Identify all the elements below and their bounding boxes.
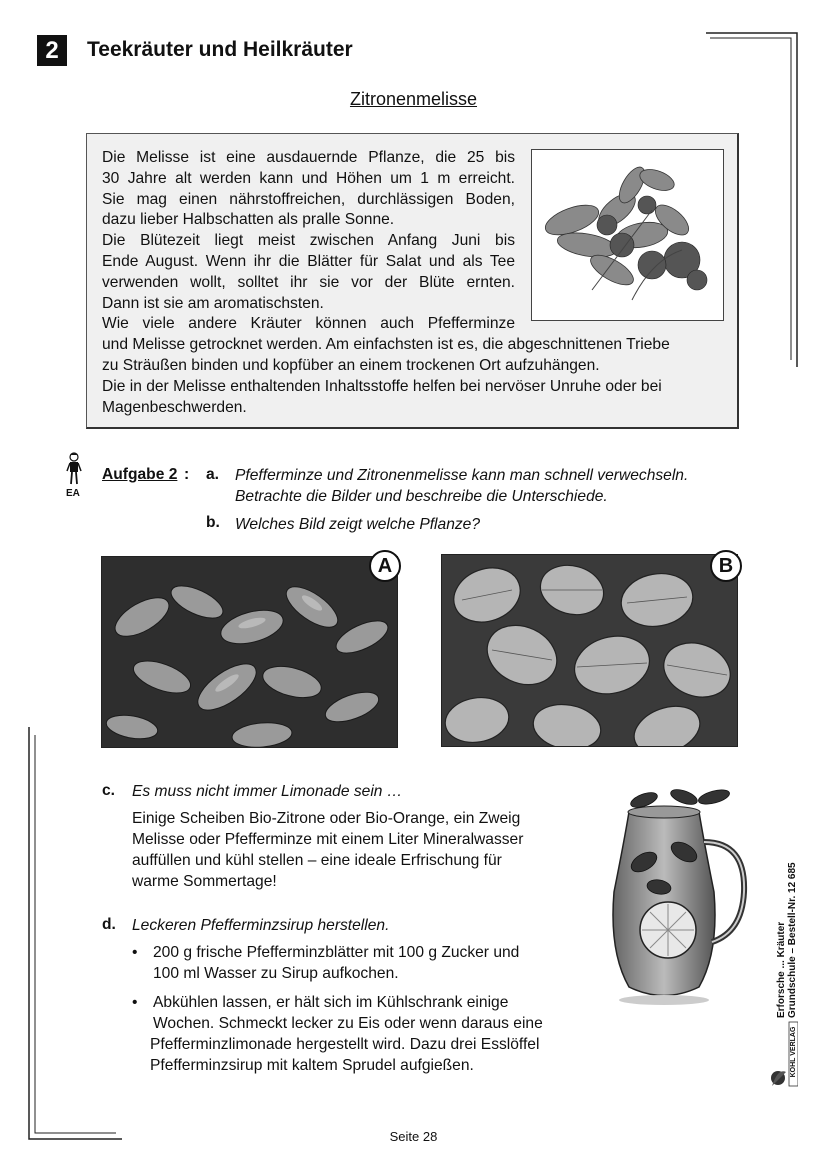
task-d-letter: d.	[102, 916, 116, 933]
info-line: Die in der Melisse enthaltenden Inhaltsstoffe helfen bei nervöser Unruhe oder bei	[102, 377, 662, 395]
lemon-balm-illustration	[532, 150, 723, 320]
task-d-bullet-2-line: Pfefferminzsirup mit kaltem Sprudel aufgießen.	[150, 1057, 474, 1074]
image-a-badge: A	[369, 550, 401, 582]
info-line: Magenbeschwerden.	[102, 398, 247, 416]
order-info-text	[776, 862, 798, 1018]
info-line: Dann ist sie am aromatischsten.	[102, 294, 324, 312]
peppermint-illustration	[102, 557, 398, 748]
info-line: Sie mag einen nährstoffreichen, durchlässigen Boden,	[102, 190, 515, 208]
info-line: Die Blütezeit liegt meist zwischen Anfang Juni bis	[102, 232, 515, 250]
image-a	[101, 556, 398, 748]
lemon-balm-leaves-illustration	[442, 555, 738, 747]
task-d-bullet-2-line: Wochen. Schmeckt lecker zu Eis oder wenn daraus eine	[153, 1015, 543, 1032]
publisher-logo	[768, 1020, 798, 1088]
task-c-line: Melisse oder Pfefferminze mit einem Liter Mineralwasser	[132, 831, 524, 848]
task-a-line-2: Betrachte die Bilder und beschreibe die Unterschiede.	[235, 488, 608, 505]
task-c-line: warme Sommertage!	[132, 873, 277, 890]
task-c-letter: c.	[102, 782, 116, 799]
jug-illustration	[604, 782, 754, 1010]
info-line: 30 Jahre alt werden kann und Höhen um 1 m erreicht.	[102, 169, 515, 187]
info-line: verwenden wollt, solltet ihr sie vor der Blüte ernten.	[102, 273, 515, 291]
bullet-marker: •	[132, 994, 138, 1011]
task-d-bullet-2-line: Pfefferminzlimonade hergestellt wird. Dazu drei Esslöffel	[150, 1036, 540, 1053]
page-number: Seite 28	[389, 1129, 438, 1144]
info-line: Ende August. Wenn ihr die Blätter für Salat und als Tee	[102, 252, 515, 270]
image-b	[441, 554, 738, 747]
task-b-text: Welches Bild zeigt welche Pflanze?	[235, 516, 481, 533]
task-d-title: Leckeren Pfefferminzsirup herstellen.	[132, 917, 390, 934]
lemon-balm-photo	[531, 149, 724, 321]
publisher-name: KOHL VERLAG	[790, 1026, 797, 1078]
task-c-line: Einige Scheiben Bio-Zitrone oder Bio-Orange, ein Zweig	[132, 810, 521, 827]
task-d-bullet-2-line: Abkühlen lassen, er hält sich im Kühlschrank einige	[153, 994, 509, 1011]
order-info-sidebar	[776, 848, 812, 1018]
info-line: dazu lieber Halbschatten als pralle Sonne.	[102, 211, 395, 229]
order-info-line-2: Grundschule – Bestell-Nr. 12 685	[787, 862, 798, 1018]
info-line: Wie viele andere Kräuter können auch Pfefferminze	[102, 315, 515, 333]
task-d-bullet-1-line: 100 ml Wasser zu Sirup aufkochen.	[153, 965, 399, 982]
task-label: Aufgabe 2	[102, 466, 178, 483]
person-icon	[66, 452, 82, 486]
task-b-letter: b.	[206, 514, 220, 531]
order-info-line-1: Erforsche ... Kräuter	[776, 921, 787, 1018]
work-form-label: EA	[66, 488, 80, 499]
page-title: Teekräuter und Heilkräuter	[87, 38, 353, 61]
task-a-line-1: Pfefferminze und Zitronenmelisse kann man schnell verwechseln.	[235, 467, 689, 484]
task-d-bullet-1-line: 200 g frische Pfefferminzblätter mit 100 g Zucker und	[153, 944, 520, 961]
info-line: Die Melisse ist eine ausdauernde Pflanze, die 25 bis	[102, 149, 515, 166]
image-b-badge: B	[710, 550, 742, 582]
task-c-title: Es muss nicht immer Limonade sein …	[132, 783, 403, 800]
task-colon: :	[184, 466, 190, 483]
chapter-number: 2	[37, 35, 67, 66]
task-c-line: auffüllen und kühl stellen – eine ideale Erfrischung für	[132, 852, 502, 869]
section-subtitle: Zitronenmelisse	[349, 89, 478, 109]
task-a-letter: a.	[206, 466, 220, 483]
bullet-marker: •	[132, 944, 138, 961]
info-line: und Melisse getrocknet werden. Am einfachsten ist es, die abgeschnittenen Triebe	[102, 336, 670, 354]
info-line: zu Sträußen binden und kopfüber an einem trockenen Ort aufzuhängen.	[102, 356, 600, 374]
